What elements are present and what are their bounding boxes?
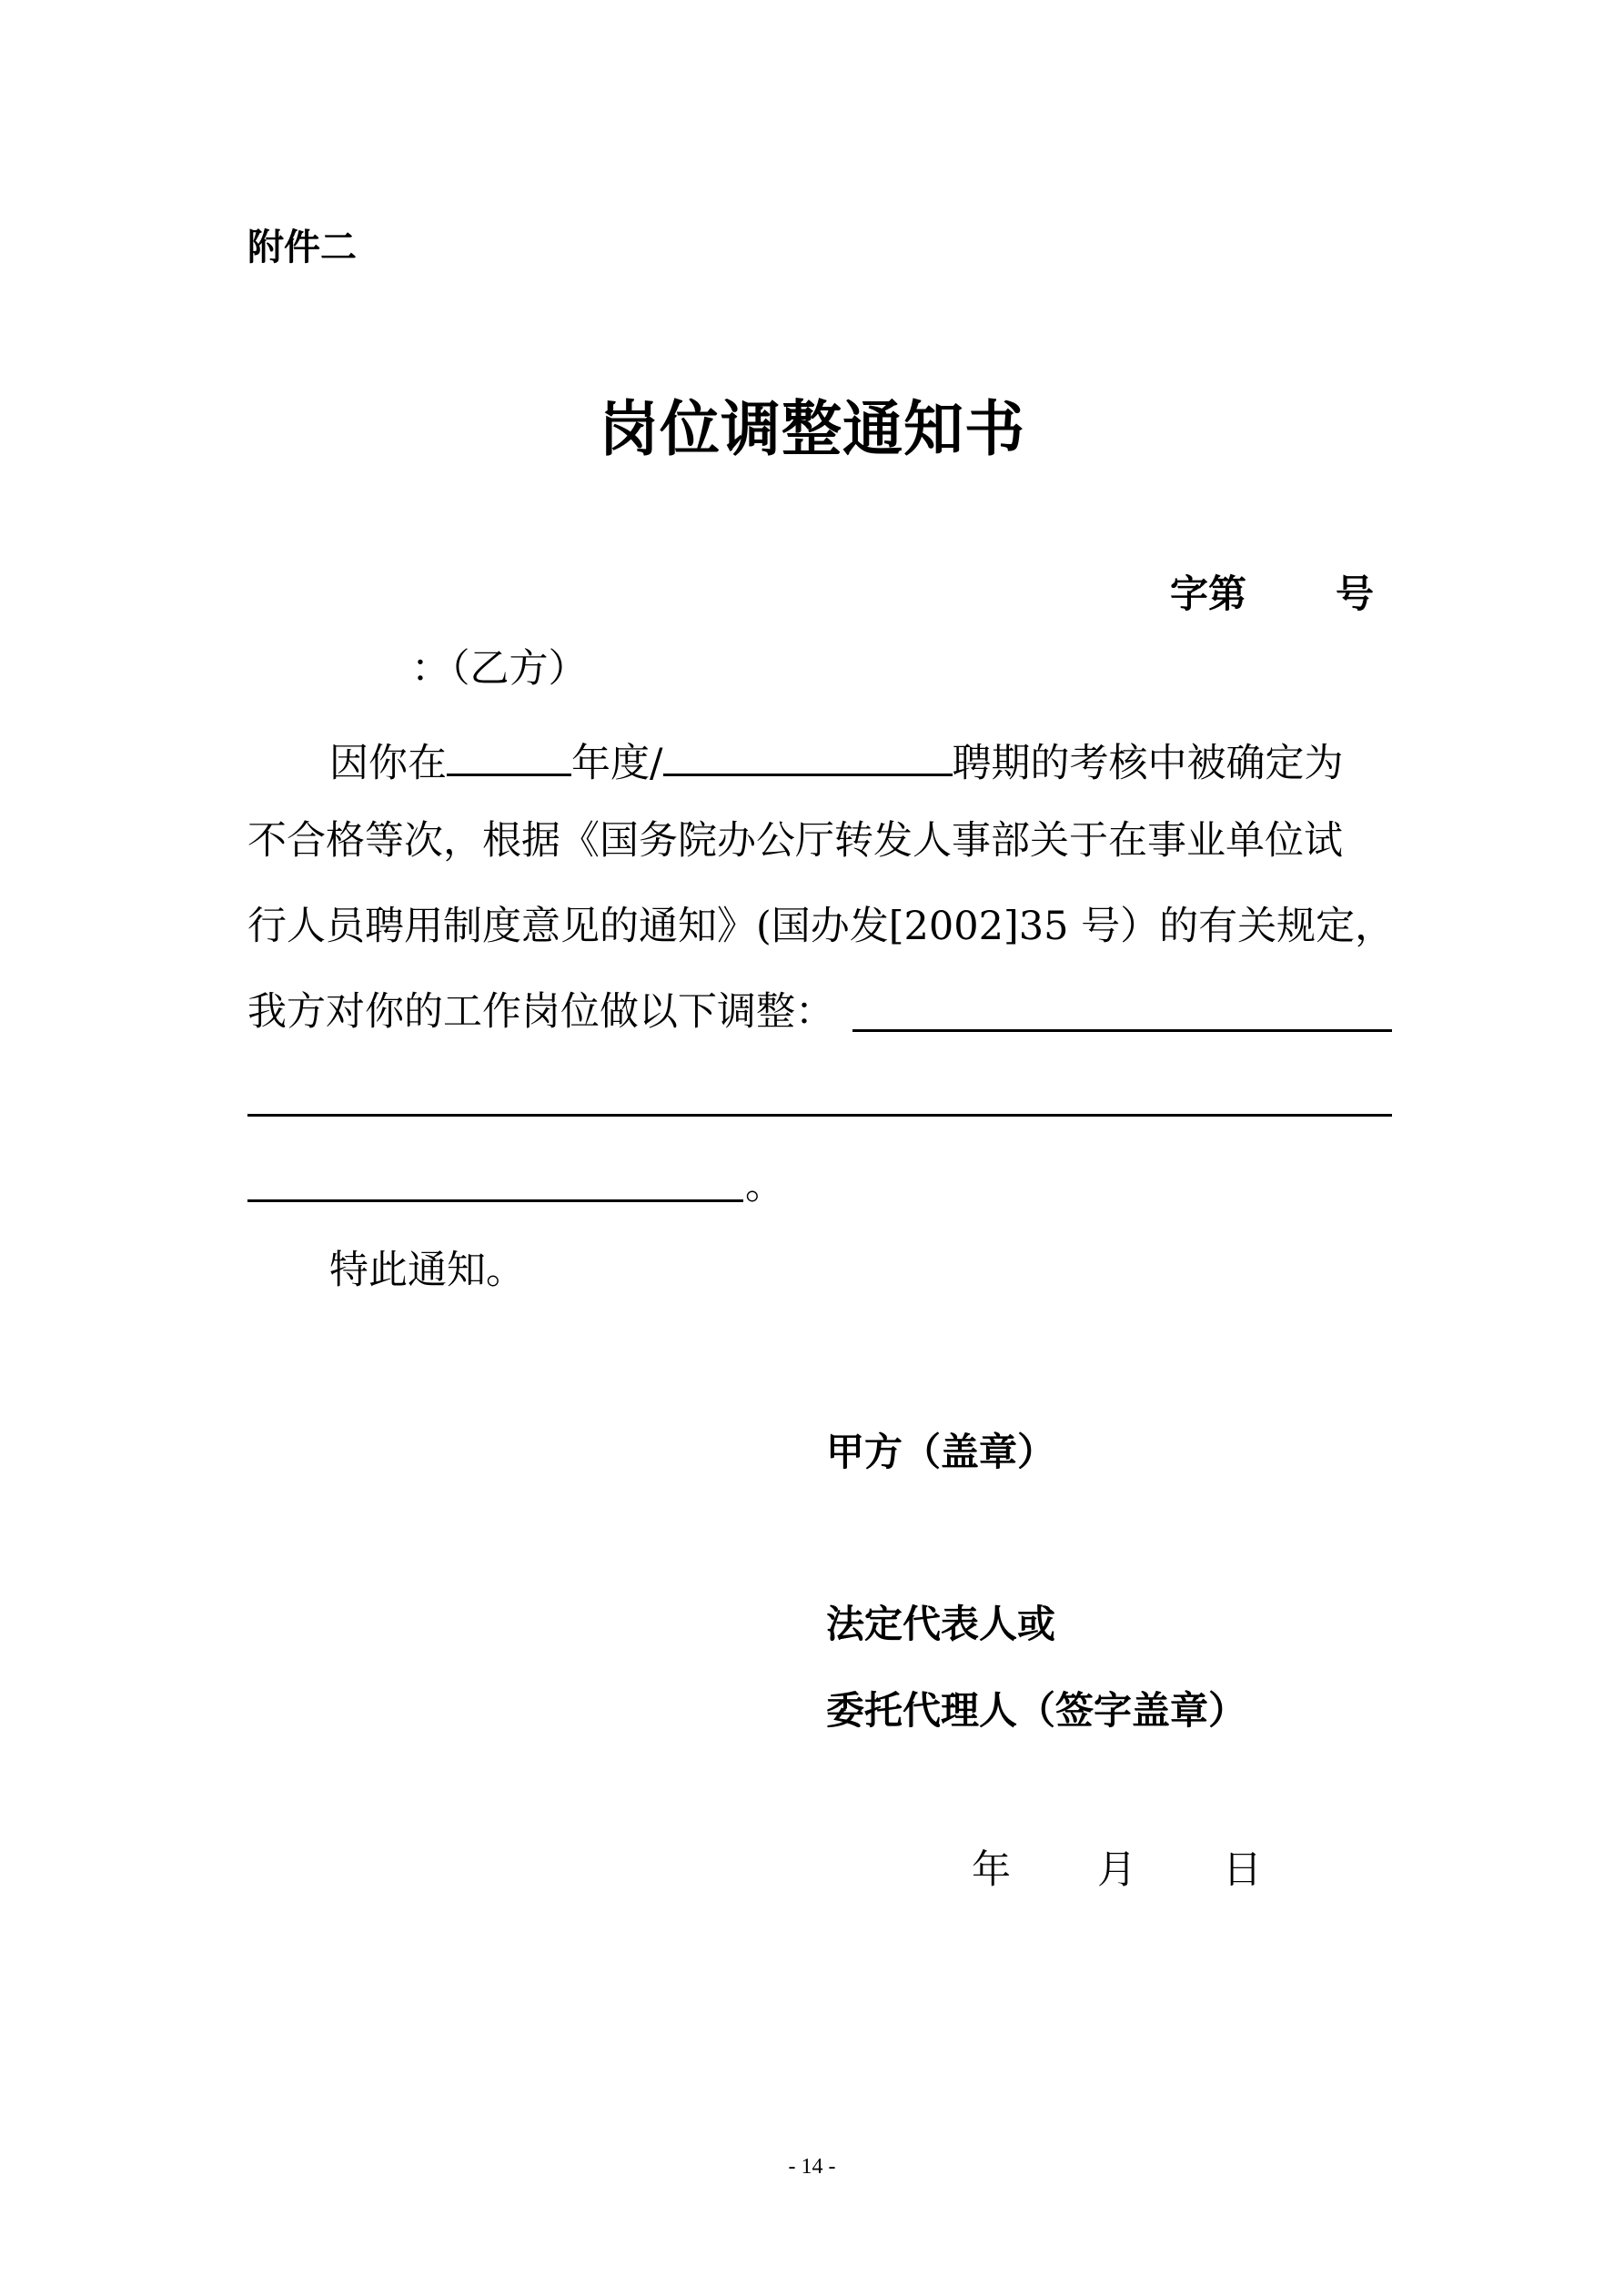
party-a-seal: 甲方（盖章） xyxy=(826,1430,1056,1474)
body-line-1-c: 聘期的考核中被确定为 xyxy=(952,741,1344,786)
body-line-6-end: 。 xyxy=(745,1163,784,1209)
addressee: ：（乙方） xyxy=(411,646,588,692)
page-number: - 14 - xyxy=(788,2155,836,2179)
date-month: 月 xyxy=(1097,1847,1136,1893)
year-blank[interactable] xyxy=(447,735,571,776)
adjustment-blank-2[interactable] xyxy=(247,1114,1392,1117)
attachment-label: 附件二 xyxy=(247,227,357,268)
closing-text: 特此通知。 xyxy=(329,1248,525,1293)
authorized-agent: 委托代理人（签字盖章） xyxy=(826,1688,1247,1733)
body-line-3: 行人员聘用制度意见的通知》(国办发[2002]35 号）的有关规定， xyxy=(247,904,1395,949)
adjustment-blank-1[interactable] xyxy=(852,1029,1392,1032)
date-year: 年 xyxy=(972,1847,1011,1893)
term-blank[interactable] xyxy=(663,735,953,776)
adjustment-blank-3[interactable] xyxy=(247,1199,743,1202)
doc-number-zi: 字第 xyxy=(1170,571,1247,616)
doc-number-hao: 号 xyxy=(1336,571,1375,616)
body-line-1-b: 年度/ xyxy=(571,741,663,786)
body-line-2: 不合格等次，根据《国务院办公厅转发人事部关于在事业单位试 xyxy=(247,818,1343,864)
page-title: 岗位调整通知书 xyxy=(599,394,1025,464)
date-day: 日 xyxy=(1223,1847,1262,1893)
body-line-1-a: 因你在 xyxy=(329,741,447,786)
body-line-4: 我方对你的工作岗位做以下调整： xyxy=(247,989,834,1035)
legal-representative: 法定代表人或 xyxy=(826,1602,1056,1646)
body-line-1 xyxy=(329,735,1344,784)
